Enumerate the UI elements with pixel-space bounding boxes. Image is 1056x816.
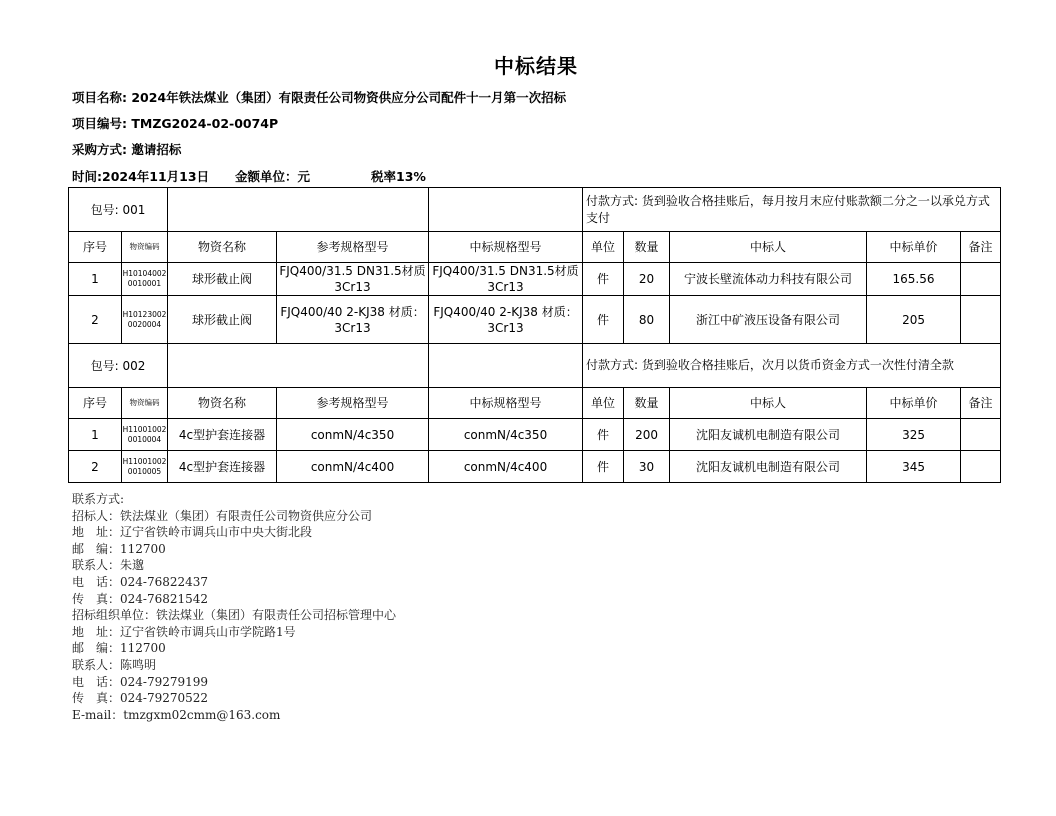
tenderer-fax: 传 真：024-76821542 [72,591,209,606]
page-title: 中标结果 [494,54,578,78]
table-row [69,451,1001,483]
table-row [69,263,1001,296]
cell-unit: 件 [583,263,624,296]
cell-name: 球形截止阀 [168,296,277,344]
payment-terms: 付款方式: 货到验收合格挂账后，次月以货币资金方式一次性付清全款 [583,344,1001,388]
header-price: 中标单价 [867,232,961,263]
header-note: 备注 [961,388,1001,419]
header-unit: 单位 [583,388,624,419]
tenderer-contact-person: 联系人：朱邈 [72,558,145,573]
cell-ref-spec: conmN/4c400 [277,451,429,483]
contact-heading: 联系方式: [72,492,125,506]
cell-winner: 沈阳友诚机电制造有限公司 [670,419,867,451]
header-unit: 单位 [583,232,624,263]
blank-cell [429,188,583,232]
agency-email: E-mail：tmzgxm02cmm@163.com [72,707,281,722]
cell-ref-spec: FJQ400/31.5 DN31.5材质3Cr13 [277,263,429,296]
blank-cell [168,188,429,232]
header-code: 物资编码 [122,388,168,419]
cell-name: 4c型护套连接器 [168,419,277,451]
meta-line [72,167,472,185]
date-text: 时间:2024年11月13日 [72,169,210,184]
blank-cell [168,344,429,388]
tenderer: 招标人：铁法煤业（集团）有限责任公司物资供应分公司 [72,508,373,523]
agency-postcode: 邮 编：112700 [72,641,166,656]
cell-bid-spec: conmN/4c350 [429,419,583,451]
cell-note [961,419,1001,451]
header-code: 物资编码 [122,232,168,263]
header-row [69,232,1001,263]
agency-phone: 电 话：024-79279199 [72,674,209,689]
cell-note [961,296,1001,344]
amount-unit: 金额单位：元 [235,169,311,184]
cell-name: 4c型护套连接器 [168,451,277,483]
header-row [69,388,1001,419]
package-label: 包号: 001 [69,188,168,232]
cell-qty: 20 [624,263,670,296]
header-winner: 中标人 [670,232,867,263]
cell-qty: 30 [624,451,670,483]
header-qty: 数量 [624,232,670,263]
package-row [69,188,1001,232]
cell-code: H10123002 0020004 [122,296,168,344]
cell-name: 球形截止阀 [168,263,277,296]
header-name: 物资名称 [168,232,277,263]
cell-price: 325 [867,419,961,451]
cell-code: H11001002 0010004 [122,419,168,451]
agency: 招标组织单位：铁法煤业（集团）有限责任公司招标管理中心 [72,608,397,623]
header-bid-spec: 中标规格型号 [429,232,583,263]
table-row [69,296,1001,344]
cell-code: H10104002 0010001 [122,263,168,296]
cell-winner: 沈阳友诚机电制造有限公司 [670,451,867,483]
purchase-method: 采购方式: 邀请招标 [72,142,182,157]
header-seq: 序号 [69,388,122,419]
cell-seq: 2 [69,296,122,344]
cell-code: H11001002 0010005 [122,451,168,483]
bid-result-table [68,187,1001,483]
cell-price: 165.56 [867,263,961,296]
agency-address: 地 址：辽宁省铁岭市调兵山市学院路1号 [72,624,296,639]
cell-bid-spec: FJQ400/31.5 DN31.5材质3Cr13 [429,263,583,296]
cell-price: 205 [867,296,961,344]
header-bid-spec: 中标规格型号 [429,388,583,419]
tenderer-postcode: 邮 编：112700 [72,541,166,556]
cell-qty: 200 [624,419,670,451]
cell-unit: 件 [583,296,624,344]
cell-winner: 宁波长壁流体动力科技有限公司 [670,263,867,296]
cell-winner: 浙江中矿液压设备有限公司 [670,296,867,344]
cell-ref-spec: conmN/4c350 [277,419,429,451]
agency-fax: 传 真：024-79270522 [72,691,209,706]
tax-rate: 税率13% [371,169,426,184]
blank-cell [429,344,583,388]
cell-ref-spec: FJQ400/40 2-KJ38 材质：3Cr13 [277,296,429,344]
cell-bid-spec: conmN/4c400 [429,451,583,483]
contact-info [72,491,396,723]
package-label: 包号: 002 [69,344,168,388]
package-row [69,344,1001,388]
cell-unit: 件 [583,451,624,483]
project-name: 项目名称: 2024年铁法煤业（集团）有限责任公司物资供应分公司配件十一月第一次招标 [72,90,567,105]
tenderer-address: 地 址：辽宁省铁岭市调兵山市中央大街北段 [72,525,313,540]
cell-unit: 件 [583,419,624,451]
cell-price: 345 [867,451,961,483]
project-code: 项目编号: TMZG2024-02-0074P [72,116,279,131]
header-note: 备注 [961,232,1001,263]
cell-note [961,263,1001,296]
header-qty: 数量 [624,388,670,419]
cell-seq: 2 [69,451,122,483]
cell-seq: 1 [69,263,122,296]
cell-bid-spec: FJQ400/40 2-KJ38 材质：3Cr13 [429,296,583,344]
cell-qty: 80 [624,296,670,344]
header-price: 中标单价 [867,388,961,419]
header-winner: 中标人 [670,388,867,419]
tenderer-phone: 电 话：024-76822437 [72,574,209,589]
payment-terms: 付款方式: 货到验收合格挂账后，每月按月末应付账款额二分之一以承兑方式支付 [583,188,1001,232]
header-ref-spec: 参考规格型号 [277,232,429,263]
header-seq: 序号 [69,232,122,263]
agency-contact-person: 联系人：陈鸣明 [72,657,157,672]
cell-seq: 1 [69,419,122,451]
header-ref-spec: 参考规格型号 [277,388,429,419]
cell-note [961,451,1001,483]
header-name: 物资名称 [168,388,277,419]
table-row [69,419,1001,451]
